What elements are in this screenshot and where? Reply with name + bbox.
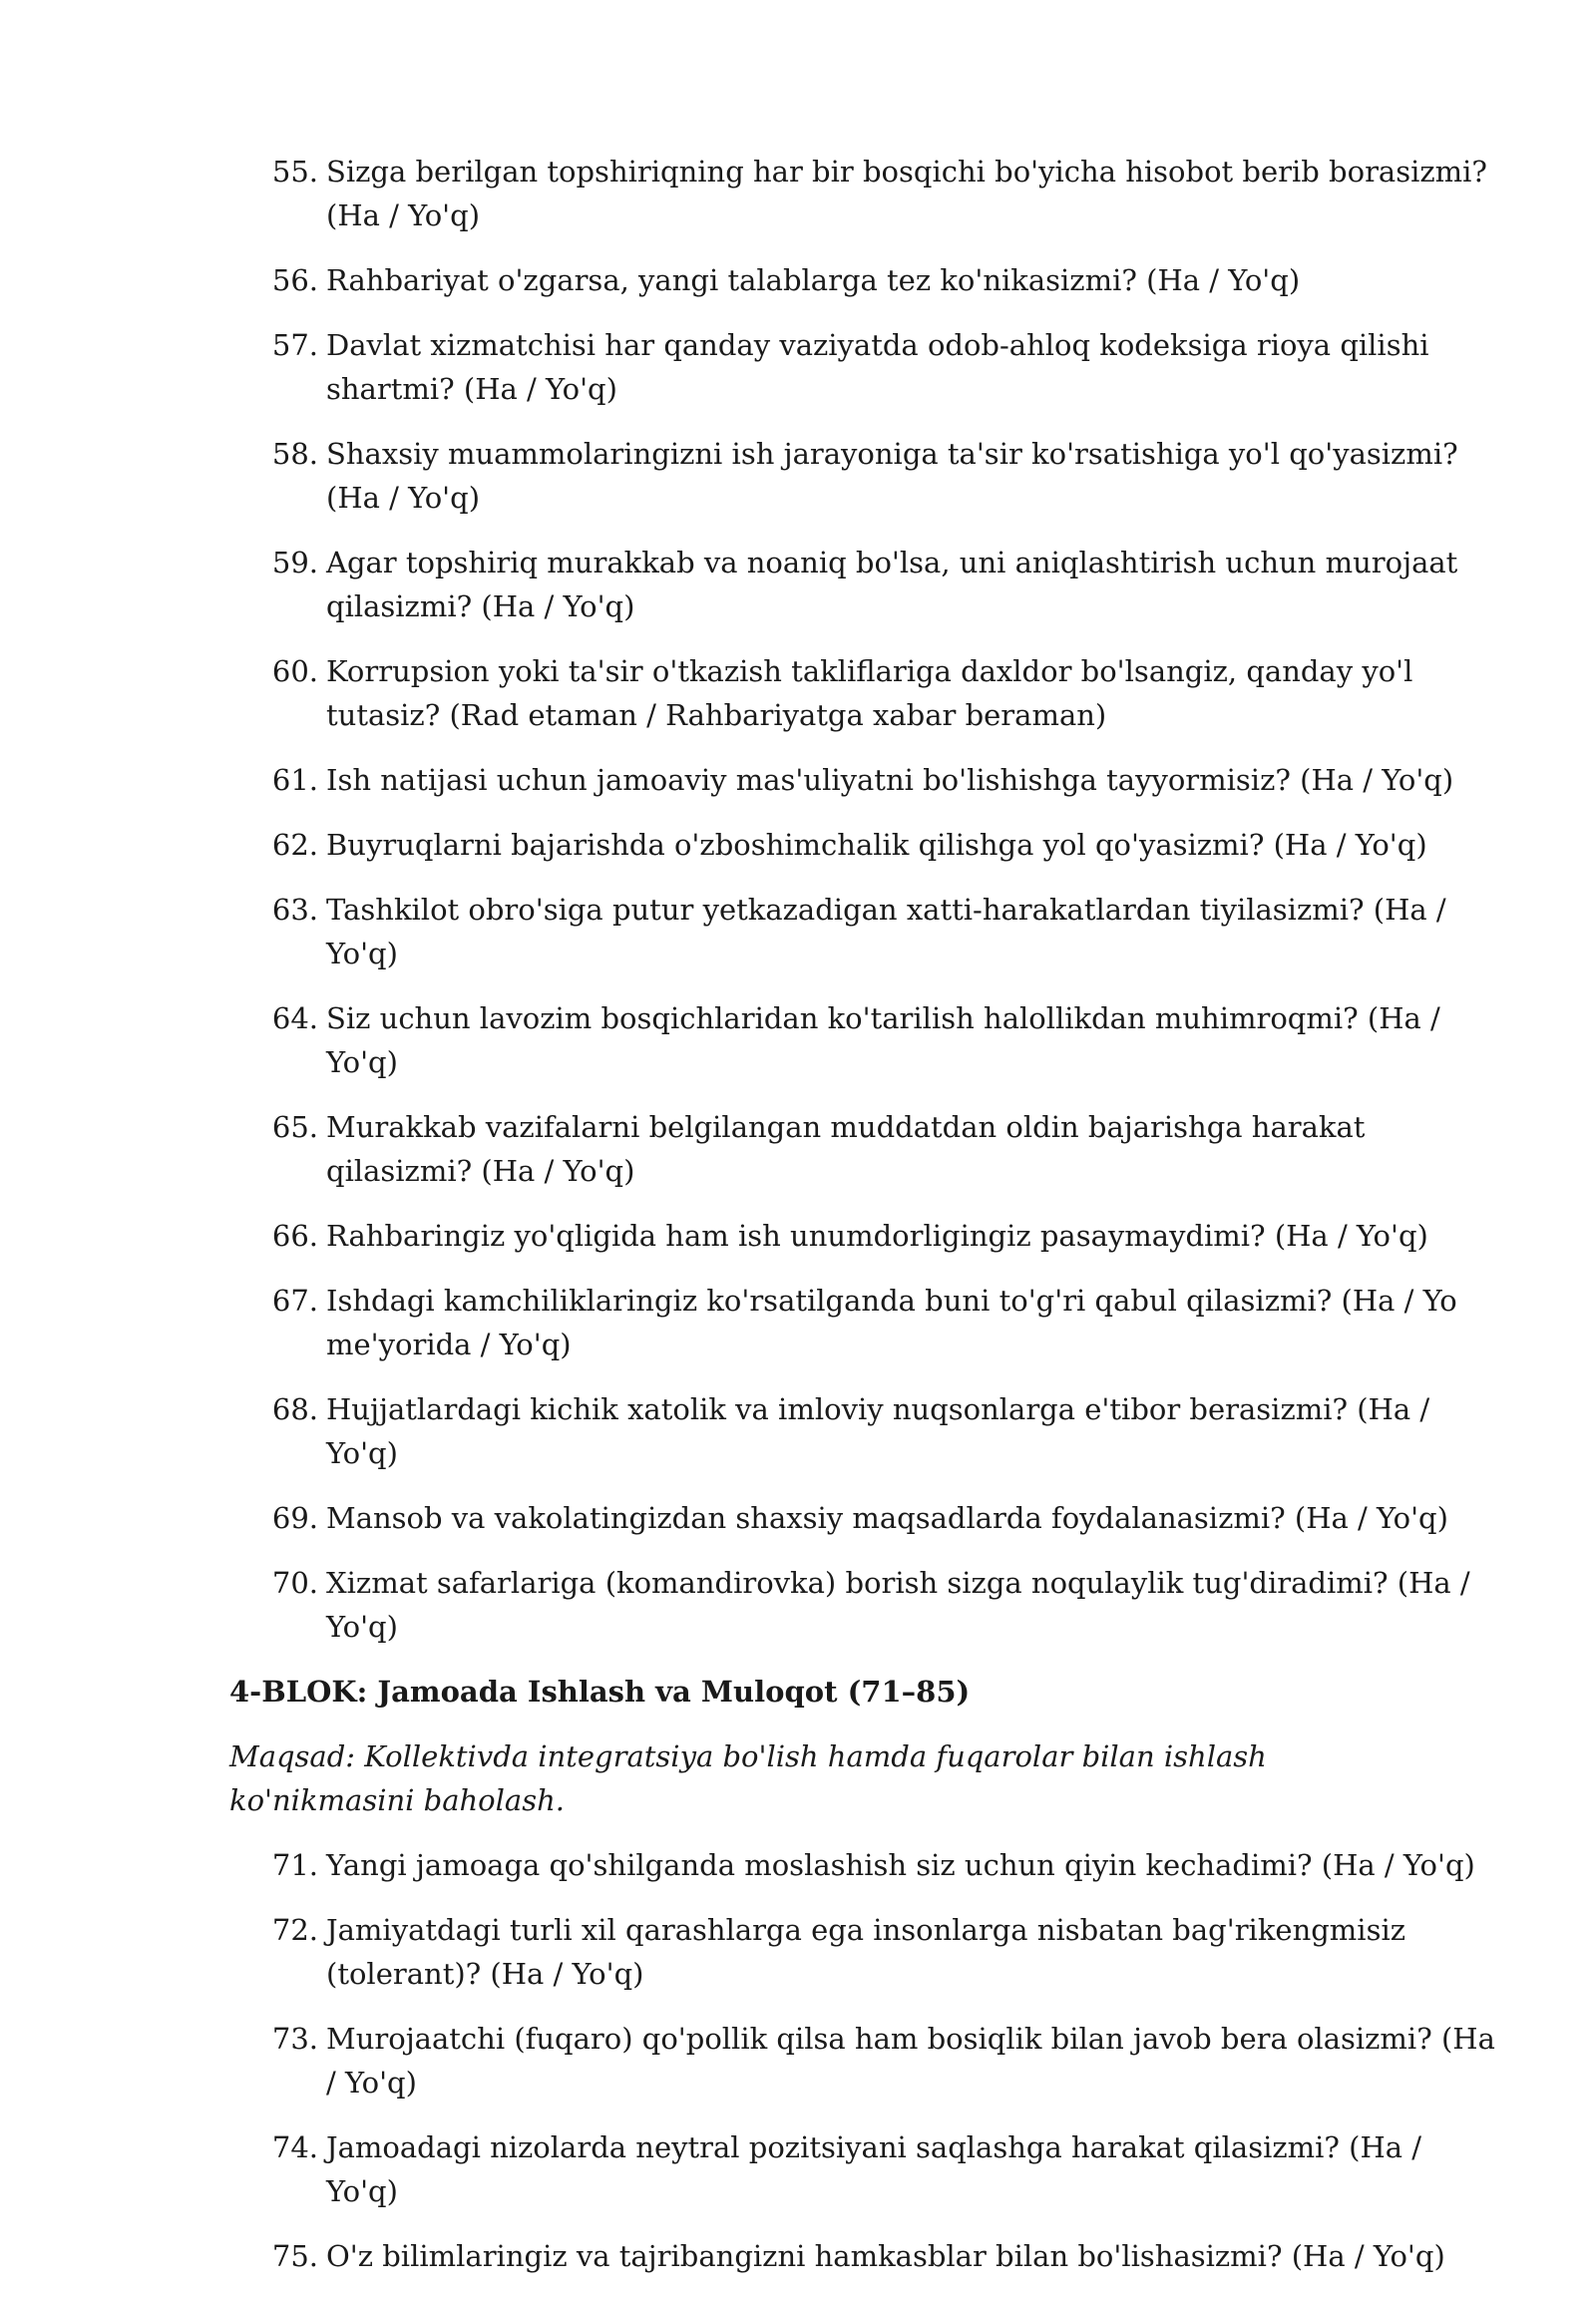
question-number: 60. xyxy=(271,654,318,688)
question-item xyxy=(229,2234,1496,2278)
question-text: Shaxsiy muammolaringizni ish jarayoniga ta'sir ko'rsatishiga yo'l qo'yasizmi? (Ha / Yo'q) xyxy=(326,437,1458,515)
question-text: Mansob va vakolatingizdan shaxsiy maqsadlarda foydalanasizmi? (Ha / Yo'q) xyxy=(326,1501,1448,1535)
question-item xyxy=(229,1387,1496,1475)
question-text: O'z bilimlaringiz va tajribangizni hamkasblar bilan bo'lishasizmi? (Ha / Yo'q) xyxy=(326,2239,1445,2273)
question-text: Buyruqlarni bajarishda o'zboshimchalik qilishga yol qo'yasizmi? (Ha / Yo'q) xyxy=(326,828,1427,862)
question-number: 58. xyxy=(271,437,318,471)
question-text: Korrupsion yoki ta'sir o'tkazish takliflariga daxldor bo'lsangiz, qanday yo'l tutasiz? (Rad etaman / Rahbariyatga xabar beraman) xyxy=(326,654,1413,732)
question-number: 64. xyxy=(271,1001,318,1035)
question-number: 57. xyxy=(271,328,318,362)
question-item xyxy=(229,888,1496,975)
question-item xyxy=(229,150,1496,237)
question-item xyxy=(229,1908,1496,1996)
question-text: Murakkab vazifalarni belgilangan muddatdan oldin bajarishga harakat qilasizmi? (Ha / Yo'q) xyxy=(326,1110,1366,1188)
question-text: Ishdagi kamchiliklaringiz ko'rsatilganda buni to'g'ri qabul qilasizmi? (Ha / Yo me'yorida / Yo'q) xyxy=(326,1284,1457,1361)
question-item xyxy=(229,1843,1496,1887)
section-heading: 4-BLOK: Jamoada Ishlash va Muloqot (71–85) xyxy=(229,1675,971,1709)
question-number: 66. xyxy=(271,1219,318,1253)
question-text: Murojaatchi (fuqaro) qo'pollik qilsa ham bosiqlik bilan javob bera olasizmi? (Ha / Yo'q) xyxy=(326,2022,1495,2100)
question-number: 70. xyxy=(271,1566,318,1600)
question-text: Rahbariyat o'zgarsa, yangi talablarga tez ko'nikasizmi? (Ha / Yo'q) xyxy=(326,263,1301,297)
question-text: Xizmat safarlariga (komandirovka) borish sizga noqulaylik tug'diradimi? (Ha / Yo'q) xyxy=(326,1566,1470,1644)
question-item xyxy=(229,758,1496,802)
question-item xyxy=(229,1105,1496,1193)
question-item xyxy=(229,996,1496,1084)
question-number: 68. xyxy=(271,1392,318,1426)
question-text: Davlat xizmatchisi har qanday vaziyatda odob-ahloq kodeksiga rioya qilishi shartmi? (Ha / Yo'q) xyxy=(326,328,1429,406)
question-item xyxy=(229,323,1496,411)
question-item xyxy=(229,1561,1496,1649)
question-number: 55. xyxy=(271,155,318,189)
question-text: Tashkilot obro'siga putur yetkazadigan xatti-harakatlardan tiyilasizmi? (Ha / Yo'q) xyxy=(326,893,1446,970)
question-text: Siz uchun lavozim bosqichlaridan ko'tarilish halollikdan muhimroqmi? (Ha / Yo'q) xyxy=(326,1001,1440,1079)
question-text: Rahbaringiz yo'qligida ham ish unumdorligingiz pasaymaydimi? (Ha / Yo'q) xyxy=(326,1219,1428,1253)
question-number: 62. xyxy=(271,828,318,862)
question-item xyxy=(229,1496,1496,1540)
question-text: Yangi jamoaga qo'shilganda moslashish siz uchun qiyin kechadimi? (Ha / Yo'q) xyxy=(326,1848,1475,1882)
question-text: Hujjatlardagi kichik xatolik va imloviy nuqsonlarga e'tibor berasizmi? (Ha / Yo'q) xyxy=(326,1392,1430,1470)
question-number: 67. xyxy=(271,1284,318,1318)
document-page xyxy=(229,150,1496,2299)
question-number: 72. xyxy=(271,1913,318,1947)
question-number: 59. xyxy=(271,546,318,579)
question-item xyxy=(229,2125,1496,2213)
question-number: 63. xyxy=(271,893,318,927)
question-item xyxy=(229,432,1496,520)
question-item xyxy=(229,541,1496,628)
question-item xyxy=(229,2017,1496,2105)
question-number: 71. xyxy=(271,1848,318,1882)
question-item xyxy=(229,1214,1496,1258)
question-text: Jamoadagi nizolarda neytral pozitsiyani saqlashga harakat qilasizmi? (Ha / Yo'q) xyxy=(326,2130,1422,2208)
question-number: 69. xyxy=(271,1501,318,1535)
question-number: 73. xyxy=(271,2022,318,2056)
section-goal: Maqsad: Kollektivda integratsiya bo'lish hamda fuqarolar bilan ishlash ko'nikmasini baholash. xyxy=(229,1739,1267,1817)
question-item xyxy=(229,258,1496,302)
question-item xyxy=(229,649,1496,737)
question-number: 61. xyxy=(271,763,318,797)
question-text: Sizga berilgan topshiriqning har bir bosqichi bo'yicha hisobot berib borasizmi? (Ha / Yo'q) xyxy=(326,155,1487,232)
question-number: 65. xyxy=(271,1110,318,1144)
question-list-block-4 xyxy=(229,1843,1496,2278)
question-number: 75. xyxy=(271,2239,318,2273)
question-list-block-3 xyxy=(229,150,1496,1649)
question-text: Agar topshiriq murakkab va noaniq bo'lsa, uni aniqlashtirish uchun murojaat qilasizmi? (Ha / Yo'q) xyxy=(326,546,1458,623)
question-number: 74. xyxy=(271,2130,318,2164)
question-item xyxy=(229,1279,1496,1366)
question-number: 56. xyxy=(271,263,318,297)
question-text: Ish natijasi uchun jamoaviy mas'uliyatni bo'lishishga tayyormisiz? (Ha / Yo'q) xyxy=(326,763,1454,797)
question-text: Jamiyatdagi turli xil qarashlarga ega insonlarga nisbatan bag'rikengmisiz (tolerant)? (Ha / Yo'q) xyxy=(326,1913,1406,1991)
question-item xyxy=(229,823,1496,867)
